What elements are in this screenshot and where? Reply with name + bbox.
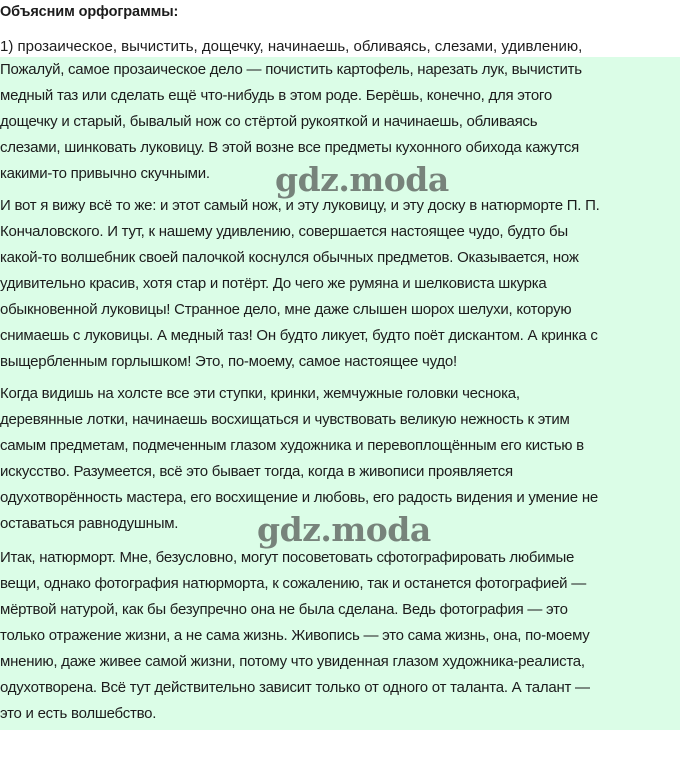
text-line: оставаться равнодушным. — [0, 515, 179, 532]
text-line: одухотворённость мастера, его восхищение и любовь, его радость видения и умение не — [0, 489, 598, 506]
text-line: дощечку и старый, бывалый нож со стёртой рукояткой и начинаешь, обливаясь — [0, 113, 538, 130]
text-line: И вот я вижу всё то же: и этот самый нож, и эту луковицу, и эту доску в натюрморте П. П. — [0, 197, 600, 214]
paragraph-4 — [0, 545, 590, 727]
text-line: вещи, однако фотография натюрморта, к сожалению, так и останется фотографией — — [0, 575, 586, 592]
text-line: удивительно красив, хотя стар и потёрт. До чего же румяна и шелковиста шкурка — [0, 275, 547, 292]
text-line: медный таз или сделать ещё что-нибудь в этом роде. Берёшь, конечно, для этого — [0, 87, 552, 104]
text-line: Когда видишь на холсте все эти ступки, кринки, жемчужные головки чеснока, — [0, 385, 520, 402]
watermark-logo: gdz.moda — [257, 510, 431, 549]
text-line: обыкновенной луковицы! Странное дело, мне даже слышен шорох шелухи, которую — [0, 301, 572, 318]
paragraph-2 — [0, 193, 600, 375]
text-line: это и есть волшебство. — [0, 705, 157, 722]
text-line: мёртвой натурой, как бы безупречно она не была сделана. Ведь фотография — это — [0, 601, 568, 618]
text-highlight-block — [0, 57, 680, 730]
word-list-line: 1) прозаическое, вычистить, дощечку, начинаешь, обливаясь, слезами, удивлению, — [0, 38, 583, 55]
text-line: Кончаловского. И тут, к нашему удивлению, совершается настоящее чудо, будто бы — [0, 223, 568, 240]
text-line: слезами, шинковать луковицу. В этой возне все предметы кухонного обихода кажутся — [0, 139, 579, 156]
section-heading: Объясним орфограммы: — [0, 4, 179, 20]
text-line: мнению, даже живее самой жизни, потому что увиденная глазом художника-реалиста, — [0, 653, 585, 670]
text-line: какими-то привычно скучными. — [0, 165, 210, 182]
text-line: какой-то волшебник своей палочкой коснулся обычных предметов. Оказывается, нож — [0, 249, 579, 266]
text-line: Пожалуй, самое прозаическое дело — почистить картофель, нарезать лук, вычистить — [0, 61, 582, 78]
text-line: выщербленным горлышком! Это, по-моему, самое настоящее чудо! — [0, 353, 457, 370]
text-line: деревянные лотки, начинаешь восхищаться и чувствовать великую нежность к этим — [0, 411, 570, 428]
text-line: самым предметам, подмеченным глазом художника и перевоплощённым его кистью в — [0, 437, 584, 454]
text-line: одухотворена. Всё тут действительно зависит только от одного от таланта. А талант — — [0, 679, 590, 696]
text-line: снимаешь с луковицы. А медный таз! Он будто ликует, будто поёт дискантом. А кринка с — [0, 327, 598, 344]
text-line: только отражение жизни, а не сама жизнь. Живопись — это сама жизнь, она, по-моему — [0, 627, 590, 644]
watermark-logo: gdz.moda — [275, 160, 449, 199]
text-line: искусство. Разумеется, всё это бывает тогда, когда в живописи проявляется — [0, 463, 513, 480]
text-line: Итак, натюрморт. Мне, безусловно, могут посоветовать сфотографировать любимые — [0, 549, 575, 566]
